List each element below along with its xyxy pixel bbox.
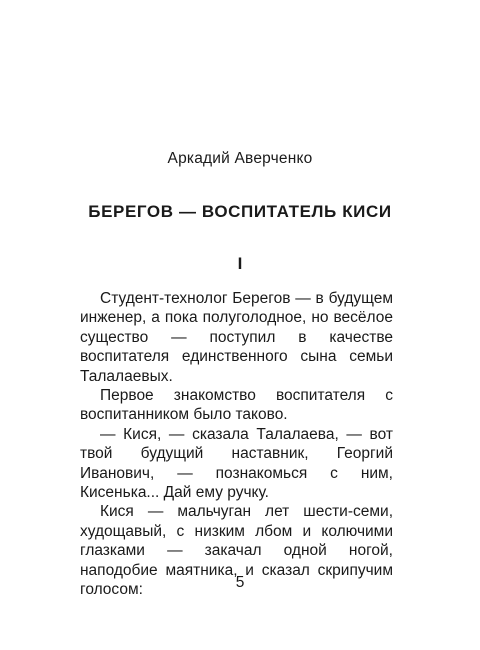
chapter-number: I	[237, 254, 243, 273]
paragraph: — Кися, — сказала Талалаева, — вот твой будущий наставник, Георгий Иванович, — познакомься с ним, Кисенька... Дай ему ручку.	[80, 425, 393, 502]
author-name: Аркадий Аверченко	[167, 150, 313, 167]
paragraph: Студент-технолог Берегов — в будущем инженер, а пока полуголодное, но весёлое существо — поступил в качестве воспитателя единственного сына семьи Талалаевых.	[80, 290, 393, 385]
story-title: БЕРЕГОВ — ВОСПИТАТЕЛЬ КИСИ	[88, 202, 392, 221]
paragraph: Первое знакомство воспитателя с воспитанником было таково.	[80, 387, 393, 424]
story-text	[80, 289, 393, 600]
paragraph: Кися — мальчуган лет шести-семи, худощавый, с низким лбом и колючими глазками — закачал одной ногой, наподобие маятника, и сказал скрипучим голосом:	[80, 503, 393, 599]
page-number: 5	[235, 574, 245, 591]
